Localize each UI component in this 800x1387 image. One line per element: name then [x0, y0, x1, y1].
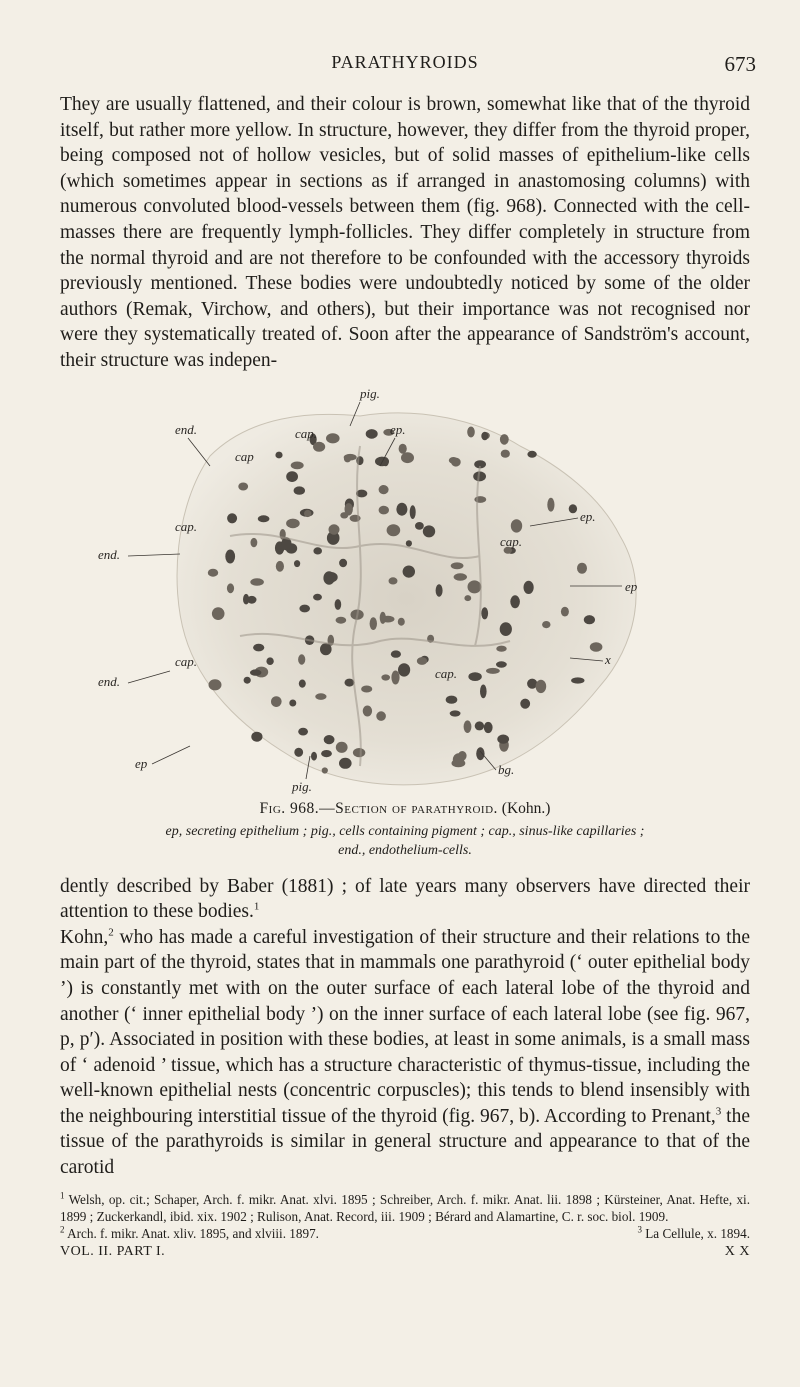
- cell-nucleus: [453, 753, 464, 766]
- footnote-1: $^1$ Welsh, op. cit.; Schaper, Arch. f. mikr. Anat. xlvi. 1895 ; Schreiber, Arch. f. mikr. Anat. lii. 1898 ; Kürsteiner, Anat. Hefte, xi. 1899 ; Zuckerkandl, ibid. xix. 1902 ; Rulison, Anat. Record, iii. 1909 ; Bérard and Alamartine, C. r. soc. biol. 1909.: [60, 1190, 751, 1224]
- label-end-3: end.: [98, 673, 121, 689]
- cell-nucleus: [253, 643, 264, 651]
- cell-nucleus: [451, 457, 461, 466]
- cell-nucleus: [481, 607, 488, 619]
- cell-nucleus: [212, 607, 225, 620]
- label-ep-3: ep: [625, 578, 638, 594]
- cell-nucleus: [450, 710, 461, 716]
- label-ep-1: ep.: [390, 421, 406, 437]
- cell-nucleus: [271, 696, 282, 707]
- cell-nucleus: [335, 599, 342, 610]
- cell-nucleus: [275, 451, 282, 458]
- cell-nucleus: [497, 734, 509, 743]
- cell-nucleus: [410, 505, 416, 519]
- label-ep-4: ep: [135, 755, 148, 771]
- footnote-ref-3[interactable]: 3: [715, 1105, 722, 1118]
- paragraph-1: They are usually flattened, and their colour is brown, somewhat like that of the thyroid itself, but rather more yellow. In structure, however, they differ from the thyroid proper, being composed not of hollow vesicles, but of solid masses of epithelium-like cells (which sometimes appear in sections as if arranged in anastomosing columns) with numerous convoluted blood-vessels between them (fig. 968). Connected with the cell-masses there are frequently lymph-follicles. They differ completely in structure from the normal thyroid and are not therefore to be confounded with the accessory thyroids previously mentioned. These bodies were undoubtedly noticed by some of the older authors (Remak, Virchow, and others), but their importance was not recognised nor were they systematically treated of. Soon after the appearance of Sandström's account, their structure was indepen-: [60, 94, 750, 371]
- cell-nucleus: [251, 537, 258, 546]
- cell-nucleus: [304, 509, 311, 516]
- label-bg: bg.: [498, 761, 515, 777]
- cell-nucleus: [510, 595, 520, 608]
- cell-nucleus: [322, 767, 328, 773]
- cell-nucleus: [326, 433, 340, 443]
- label-end-1: end.: [175, 421, 198, 437]
- cell-nucleus: [527, 450, 536, 457]
- cell-nucleus: [238, 482, 248, 490]
- cell-nucleus: [379, 505, 389, 514]
- label-cap-3: cap.: [175, 518, 198, 534]
- cell-nucleus: [500, 622, 512, 636]
- cell-nucleus: [391, 670, 399, 684]
- paragraph-3-c: the tissue of the parathyroids is similar in general structure and appearance to that of the carotid: [60, 1105, 750, 1179]
- label-pig-top: pig.: [360, 385, 380, 401]
- label-cap-2: cap: [235, 448, 254, 464]
- cell-nucleus: [475, 721, 484, 730]
- cell-nucleus: [401, 452, 414, 463]
- cell-nucleus: [396, 502, 407, 515]
- cell-nucleus: [324, 735, 335, 744]
- cell-nucleus: [468, 580, 482, 593]
- label-end-2: end.: [98, 546, 121, 562]
- cell-nucleus: [376, 711, 386, 721]
- cell-nucleus: [406, 540, 412, 546]
- cell-nucleus: [501, 449, 510, 457]
- cell-nucleus: [389, 577, 398, 584]
- cell-nucleus: [286, 471, 298, 482]
- cell-nucleus: [484, 721, 493, 732]
- cell-nucleus: [250, 578, 264, 586]
- paragraph-3: [60, 925, 750, 1181]
- cell-nucleus: [379, 485, 389, 494]
- cell-nucleus: [299, 679, 306, 687]
- cell-nucleus: [571, 677, 584, 683]
- cell-nucleus: [467, 426, 475, 437]
- cell-nucleus: [363, 705, 372, 716]
- cell-nucleus: [336, 616, 347, 623]
- footnote-3: $^3$ La Cellule, x. 1894.: [637, 1224, 750, 1241]
- cell-nucleus: [276, 560, 284, 571]
- cell-nucleus: [391, 650, 401, 657]
- cell-nucleus: [225, 549, 235, 563]
- signature-mark: X X: [724, 1243, 750, 1259]
- cell-nucleus: [500, 434, 509, 445]
- cell-nucleus: [569, 504, 577, 513]
- cell-nucleus: [258, 515, 270, 522]
- cell-nucleus: [464, 720, 472, 733]
- cell-nucleus: [423, 525, 435, 537]
- footnotes: [60, 1191, 750, 1242]
- cell-nucleus: [329, 524, 340, 534]
- cell-nucleus: [380, 611, 386, 623]
- cell-nucleus: [208, 568, 218, 576]
- cell-nucleus: [496, 661, 507, 667]
- cell-nucleus: [584, 615, 595, 624]
- figure-caption: [60, 800, 750, 818]
- running-title: PARATHYROIDS: [331, 52, 479, 72]
- cell-nucleus: [481, 431, 488, 440]
- cell-nucleus: [353, 748, 365, 757]
- cell-nucleus: [209, 679, 222, 690]
- cell-nucleus: [399, 443, 407, 453]
- cell-nucleus: [294, 486, 305, 494]
- cell-nucleus: [344, 455, 351, 462]
- footnote-ref-1[interactable]: 1: [253, 900, 260, 913]
- label-x: x: [605, 651, 611, 667]
- cell-nucleus: [417, 657, 427, 665]
- running-head: [60, 52, 756, 92]
- cell-nucleus: [325, 572, 338, 582]
- caption-source: (Kohn.): [501, 799, 551, 817]
- paragraph-3-a: Kohn,: [60, 926, 109, 948]
- cell-nucleus: [454, 573, 467, 580]
- label-cap-6: cap.: [435, 665, 458, 681]
- footnote-2: $^2$ Arch. f. mikr. Anat. xliv. 1895, and xlviii. 1897.: [60, 1224, 319, 1241]
- cell-nucleus: [321, 750, 332, 757]
- cell-nucleus: [403, 565, 415, 577]
- cell-nucleus: [244, 676, 251, 683]
- cell-nucleus: [315, 693, 326, 700]
- cell-nucleus: [298, 654, 305, 664]
- cell-nucleus: [313, 593, 322, 600]
- cell-nucleus: [561, 606, 569, 616]
- cell-nucleus: [339, 757, 352, 768]
- footnote-row-2-3: [60, 1225, 750, 1242]
- cell-nucleus: [520, 698, 530, 708]
- cell-nucleus: [313, 547, 322, 554]
- cell-nucleus: [468, 672, 481, 681]
- cell-nucleus: [451, 562, 464, 569]
- cell-nucleus: [339, 558, 347, 566]
- label-pig-bottom: pig.: [292, 778, 312, 794]
- cell-nucleus: [361, 685, 372, 692]
- cell-nucleus: [298, 727, 308, 735]
- cell-nucleus: [266, 657, 273, 665]
- cell-nucleus: [227, 513, 237, 523]
- footnote-3-text: La Cellule, x. 1894.: [645, 1225, 750, 1241]
- cell-nucleus: [294, 560, 300, 567]
- figure-legend: [60, 822, 750, 860]
- cell-nucleus: [299, 604, 310, 612]
- label-cap-4: cap.: [500, 533, 523, 549]
- cell-nucleus: [250, 669, 261, 675]
- label-ep-2: ep.: [580, 508, 596, 524]
- cell-nucleus: [524, 580, 534, 593]
- cell-nucleus: [387, 524, 401, 536]
- cell-nucleus: [381, 674, 390, 680]
- footnote-1-text: Welsh, op. cit.; Schaper, Arch. f. mikr. Anat. xlvi. 1895 ; Schreiber, Arch. f. mikr. Anat. lii. 1898 ; Kürsteiner, Anat. Hefte, xi. 1899 ; Zuckerkandl, ibid. xix. 1902 ; Rulison, Anat. Record, iii. 1909 ; Bérard and Alamartine, C. r. soc. biol. 1909.: [60, 1191, 751, 1224]
- volume-label: VOL. II. PART I.: [60, 1243, 166, 1259]
- cell-nucleus: [542, 621, 550, 628]
- cell-nucleus: [251, 731, 262, 741]
- paragraph-2-text: dently described by Baber (1881) ; of late years many observers have directed their attention to these bodies.: [60, 875, 750, 923]
- cell-nucleus: [311, 751, 317, 760]
- cell-nucleus: [536, 679, 547, 692]
- cell-nucleus: [370, 617, 377, 630]
- cell-nucleus: [446, 695, 458, 703]
- label-cap-1: cap.: [295, 425, 318, 441]
- legend-line-1: ep, secreting epithelium ; pig., cells containing pigment ; cap., sinus-like capillaries ;: [165, 823, 645, 839]
- footnote-2-text: Arch. f. mikr. Anat. xliv. 1895, and xlviii. 1897.: [67, 1225, 319, 1241]
- caption-prefix: Fig. 968.—: [259, 799, 336, 817]
- cell-nucleus: [289, 699, 296, 706]
- cell-nucleus: [366, 429, 378, 439]
- figure-968: [60, 386, 750, 796]
- cell-nucleus: [340, 512, 348, 518]
- page: [60, 0, 756, 1260]
- histology-section-illustration: [60, 386, 750, 796]
- page-footer: [60, 1244, 750, 1260]
- cell-nucleus: [464, 595, 471, 601]
- cell-nucleus: [227, 583, 234, 593]
- cell-nucleus: [511, 519, 522, 532]
- cell-nucleus: [415, 522, 424, 530]
- cell-nucleus: [547, 497, 554, 511]
- cell-nucleus: [436, 584, 443, 596]
- cell-nucleus: [486, 667, 500, 673]
- cell-nucleus: [496, 645, 506, 651]
- cell-nucleus: [313, 441, 325, 451]
- page-number: 673: [724, 52, 756, 76]
- cell-nucleus: [398, 617, 405, 625]
- cell-nucleus: [577, 562, 587, 573]
- paragraph-3-b: who has made a careful investigation of their structure and their relations to the main part of the thyroid, states that in mammals one parathyroid (‘ outer epithelial body ’) is constantly met with on the outer surface of each lateral lobe of the thyroid and another (‘ inner epithelial body ’) on the inner surface of each lateral lobe (see fig. 967, p, p′). Associated in position with these bodies, at least in some animals, is a small mass of ‘ adenoid ’ tissue, which has a structure characteristic of thymus-tissue, including the well-known epithelial nests (concentric corpuscles); this tends to blend insensibly with the neighbouring interstitial tissue of the thyroid (fig. 967, b). According to Prenant,: [60, 926, 750, 1127]
- paragraph-2: [60, 874, 750, 925]
- cell-nucleus: [286, 518, 300, 528]
- cell-nucleus: [398, 663, 410, 676]
- cell-nucleus: [294, 747, 303, 756]
- cell-nucleus: [243, 593, 249, 604]
- legend-line-2: end., endothelium-cells.: [338, 842, 472, 858]
- cell-nucleus: [336, 741, 348, 752]
- cell-nucleus: [320, 643, 332, 655]
- cell-nucleus: [590, 642, 603, 652]
- caption-title: Section of parathyroid.: [335, 799, 498, 817]
- cell-nucleus: [480, 684, 487, 698]
- footnote-ref-2[interactable]: 2: [108, 926, 114, 939]
- cell-nucleus: [291, 461, 304, 469]
- cell-nucleus: [476, 747, 484, 760]
- label-cap-5: cap.: [175, 653, 198, 669]
- cell-nucleus: [375, 456, 389, 466]
